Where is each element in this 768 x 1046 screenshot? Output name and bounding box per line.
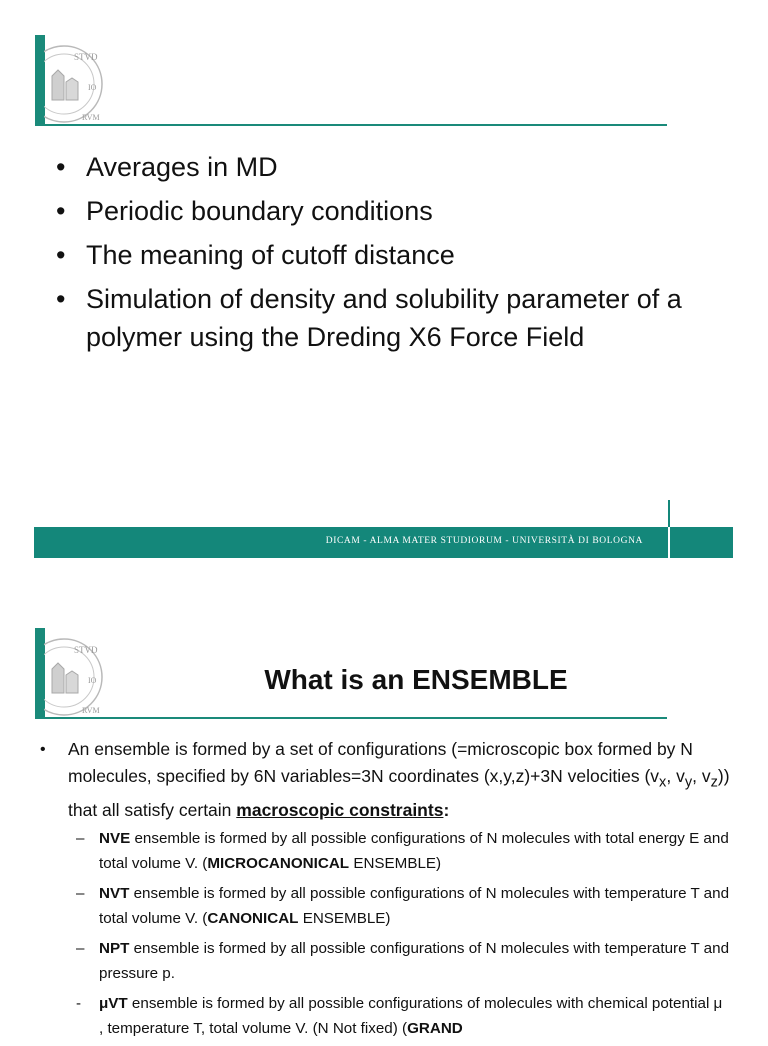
- slide1-header-rule: [45, 124, 667, 126]
- slide1-bullet: • Periodic boundary conditions: [56, 192, 696, 230]
- dash-bullet-icon: –: [76, 884, 85, 902]
- svg-text:STVD: STVD: [74, 52, 98, 62]
- ensemble-item-npt: – NPT ensemble is formed by all possible configurations of N molecules with temperature T and pressure p.: [40, 936, 730, 987]
- ensemble-item-muvt: - μVT ensemble is formed by all possible configurations of molecules with chemical potential μ , temperature T, total volume V. (N Not fixed) (GRAND: [40, 991, 730, 1042]
- slide2-body: [40, 736, 730, 1046]
- bullet-dot-icon: •: [56, 240, 66, 270]
- dash-bullet-icon: –: [76, 939, 85, 957]
- slide1-footer-band: [34, 527, 733, 558]
- footer-tick-divider: [668, 527, 670, 558]
- svg-text:IO: IO: [88, 676, 97, 685]
- bullet-dot-icon: •: [56, 196, 66, 226]
- slide1-bullet: • Averages in MD: [56, 148, 696, 186]
- bullet-dot-icon: •: [56, 152, 66, 182]
- slide1-bullet-list: [56, 148, 696, 362]
- university-seal-logo: [44, 633, 106, 719]
- ensemble-intro-paragraph: • An ensemble is formed by a set of configurations (=microscopic box formed by N molecules, specified by 6N variables=3N coordinates (x,y,z)+3N velocities ($v_x$, $v_y$, $v_z$)) that all satisfy certain macroscopic constraints:: [40, 736, 730, 824]
- bullet-dot-icon: •: [40, 741, 46, 758]
- slide2-header-rule: [45, 717, 667, 719]
- bullet-dot-icon: •: [56, 284, 66, 314]
- svg-text:IO: IO: [88, 83, 97, 92]
- dash-bullet-icon: -: [76, 994, 82, 1012]
- slide1-bullet: • The meaning of cutoff distance: [56, 236, 696, 274]
- university-seal-logo: [44, 40, 106, 126]
- slide1-bullet: • Simulation of density and solubility parameter of a polymer using the Dreding X6 Force Field: [56, 280, 696, 356]
- ensemble-item-nve: – NVE ensemble is formed by all possible configurations of N molecules with total energy E and total volume V. (MICROCANONICAL ENSEMBLE): [40, 826, 730, 877]
- slide2-title: What is an ENSEMBLE: [264, 664, 568, 695]
- svg-text:RVM: RVM: [82, 113, 100, 122]
- dash-bullet-icon: –: [76, 829, 85, 847]
- footer-institution-text: DICAM - ALMA MATER STUDIORUM - UNIVERSITÀ DI BOLOGNA: [325, 536, 643, 546]
- ensemble-item-nvt: – NVT ensemble is formed by all possible configurations of N molecules with temperature T and total volume V. (CANONICAL ENSEMBLE): [40, 881, 730, 932]
- svg-text:RVM: RVM: [82, 706, 100, 715]
- svg-text:STVD: STVD: [74, 645, 98, 655]
- macroscopic-constraints-emphasis: macroscopic constraints: [236, 799, 444, 820]
